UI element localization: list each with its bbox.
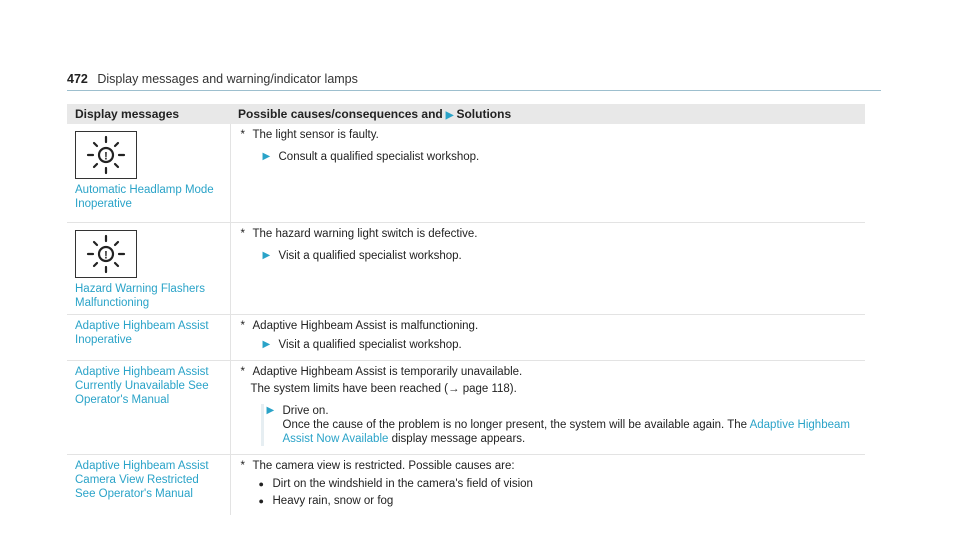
cause-text: Adaptive Highbeam Assist is temporarily unavailable. (252, 365, 523, 378)
cause-text: Adaptive Highbeam Assist is malfunctioning. (252, 319, 479, 332)
solution-text: Consult a qualified specialist workshop. (278, 151, 480, 163)
cause-text: The camera view is restricted. Possible causes are: (252, 459, 515, 472)
solution-text: Once the cause of the problem is no longer present, the system will be available again. The (282, 418, 748, 431)
solution-text: Visit a qualified specialist workshop. (278, 338, 462, 351)
cause-cell (230, 222, 865, 314)
cause-cell (230, 454, 865, 515)
table-row (67, 222, 865, 314)
cause-note: The system limits have been reached (→ page 118). (250, 382, 517, 395)
cause-cell (230, 360, 865, 454)
solution-item (263, 150, 858, 164)
messages-table (67, 104, 865, 515)
solution-text-end: display message appears. (391, 432, 526, 445)
col-header-causes (230, 104, 865, 124)
solution-title: Drive on. (282, 404, 329, 417)
solution-item (263, 249, 858, 263)
bullet-text: Heavy rain, snow or fog (272, 494, 394, 507)
cause-item: * Adaptive Highbeam Assist is temporarily unavailable. (240, 365, 523, 378)
header-rule (67, 90, 881, 91)
bullet-text: Dirt on the windshield in the camera's field of vision (272, 477, 533, 490)
cause-text: The light sensor is faulty. (252, 129, 379, 141)
page-number: 472 (67, 72, 88, 86)
arrow-right-icon: ▶ (266, 404, 275, 416)
page-header (67, 72, 358, 86)
list-item (259, 477, 858, 491)
headlamp-light-icon (75, 131, 137, 179)
message-label: Hazard Warning Flashers Malfunctioning (75, 282, 205, 309)
cause-item: * The light sensor is faulty. (240, 129, 379, 141)
message-label: Adaptive Highbeam Assist Currently Unavailable See Operator's Manual (75, 365, 209, 406)
solution-text: Visit a qualified specialist workshop. (278, 249, 462, 262)
solution-item (261, 404, 858, 446)
arrow-right-icon: ▶ (445, 110, 454, 121)
cause-text: The hazard warning light switch is defective. (252, 227, 478, 240)
message-label: Adaptive Highbeam Assist Inoperative (75, 319, 209, 346)
cause-cell (230, 124, 865, 222)
headlamp-light-icon (75, 230, 137, 278)
message-cell (67, 314, 230, 360)
cause-item: * The camera view is restricted. Possible causes are: (240, 459, 515, 472)
message-cell (67, 222, 230, 314)
arrow-right-icon: ▶ (262, 338, 271, 350)
solution-message-link: Adaptive Highbeam Assist Now Available (282, 418, 850, 445)
table-row (67, 124, 865, 222)
bullet-icon: ● (258, 478, 264, 489)
message-cell (67, 124, 230, 222)
arrow-right-icon: ▶ (262, 249, 271, 261)
solution-block (283, 404, 858, 446)
cause-bullet-list (259, 477, 858, 508)
svg-text:!: ! (104, 249, 108, 261)
page-title: Display messages and warning/indicator lamps (97, 72, 358, 86)
col-header-messages: Display messages (67, 104, 230, 124)
cause-cell (230, 314, 865, 360)
arrow-right-icon: ▶ (262, 151, 271, 162)
message-cell (67, 454, 230, 515)
cause-item: * The hazard warning light switch is defective. (240, 227, 478, 240)
message-label: Automatic Headlamp Mode Inoperative (75, 184, 214, 210)
table-row (67, 360, 865, 454)
table-row (67, 454, 865, 515)
col-header-causes-label: Possible causes/consequences and (238, 107, 443, 121)
table-row (67, 314, 865, 360)
cause-item: * Adaptive Highbeam Assist is malfunctioning. (240, 319, 479, 332)
solution-item (263, 338, 858, 352)
message-label: Adaptive Highbeam Assist Camera View Restricted See Operator's Manual (75, 459, 209, 500)
message-cell (67, 360, 230, 454)
col-header-solutions-label: Solutions (456, 107, 512, 121)
list-item (259, 494, 858, 508)
table-header-row (67, 104, 865, 124)
svg-text:!: ! (104, 150, 108, 163)
bullet-icon: ● (258, 495, 264, 506)
